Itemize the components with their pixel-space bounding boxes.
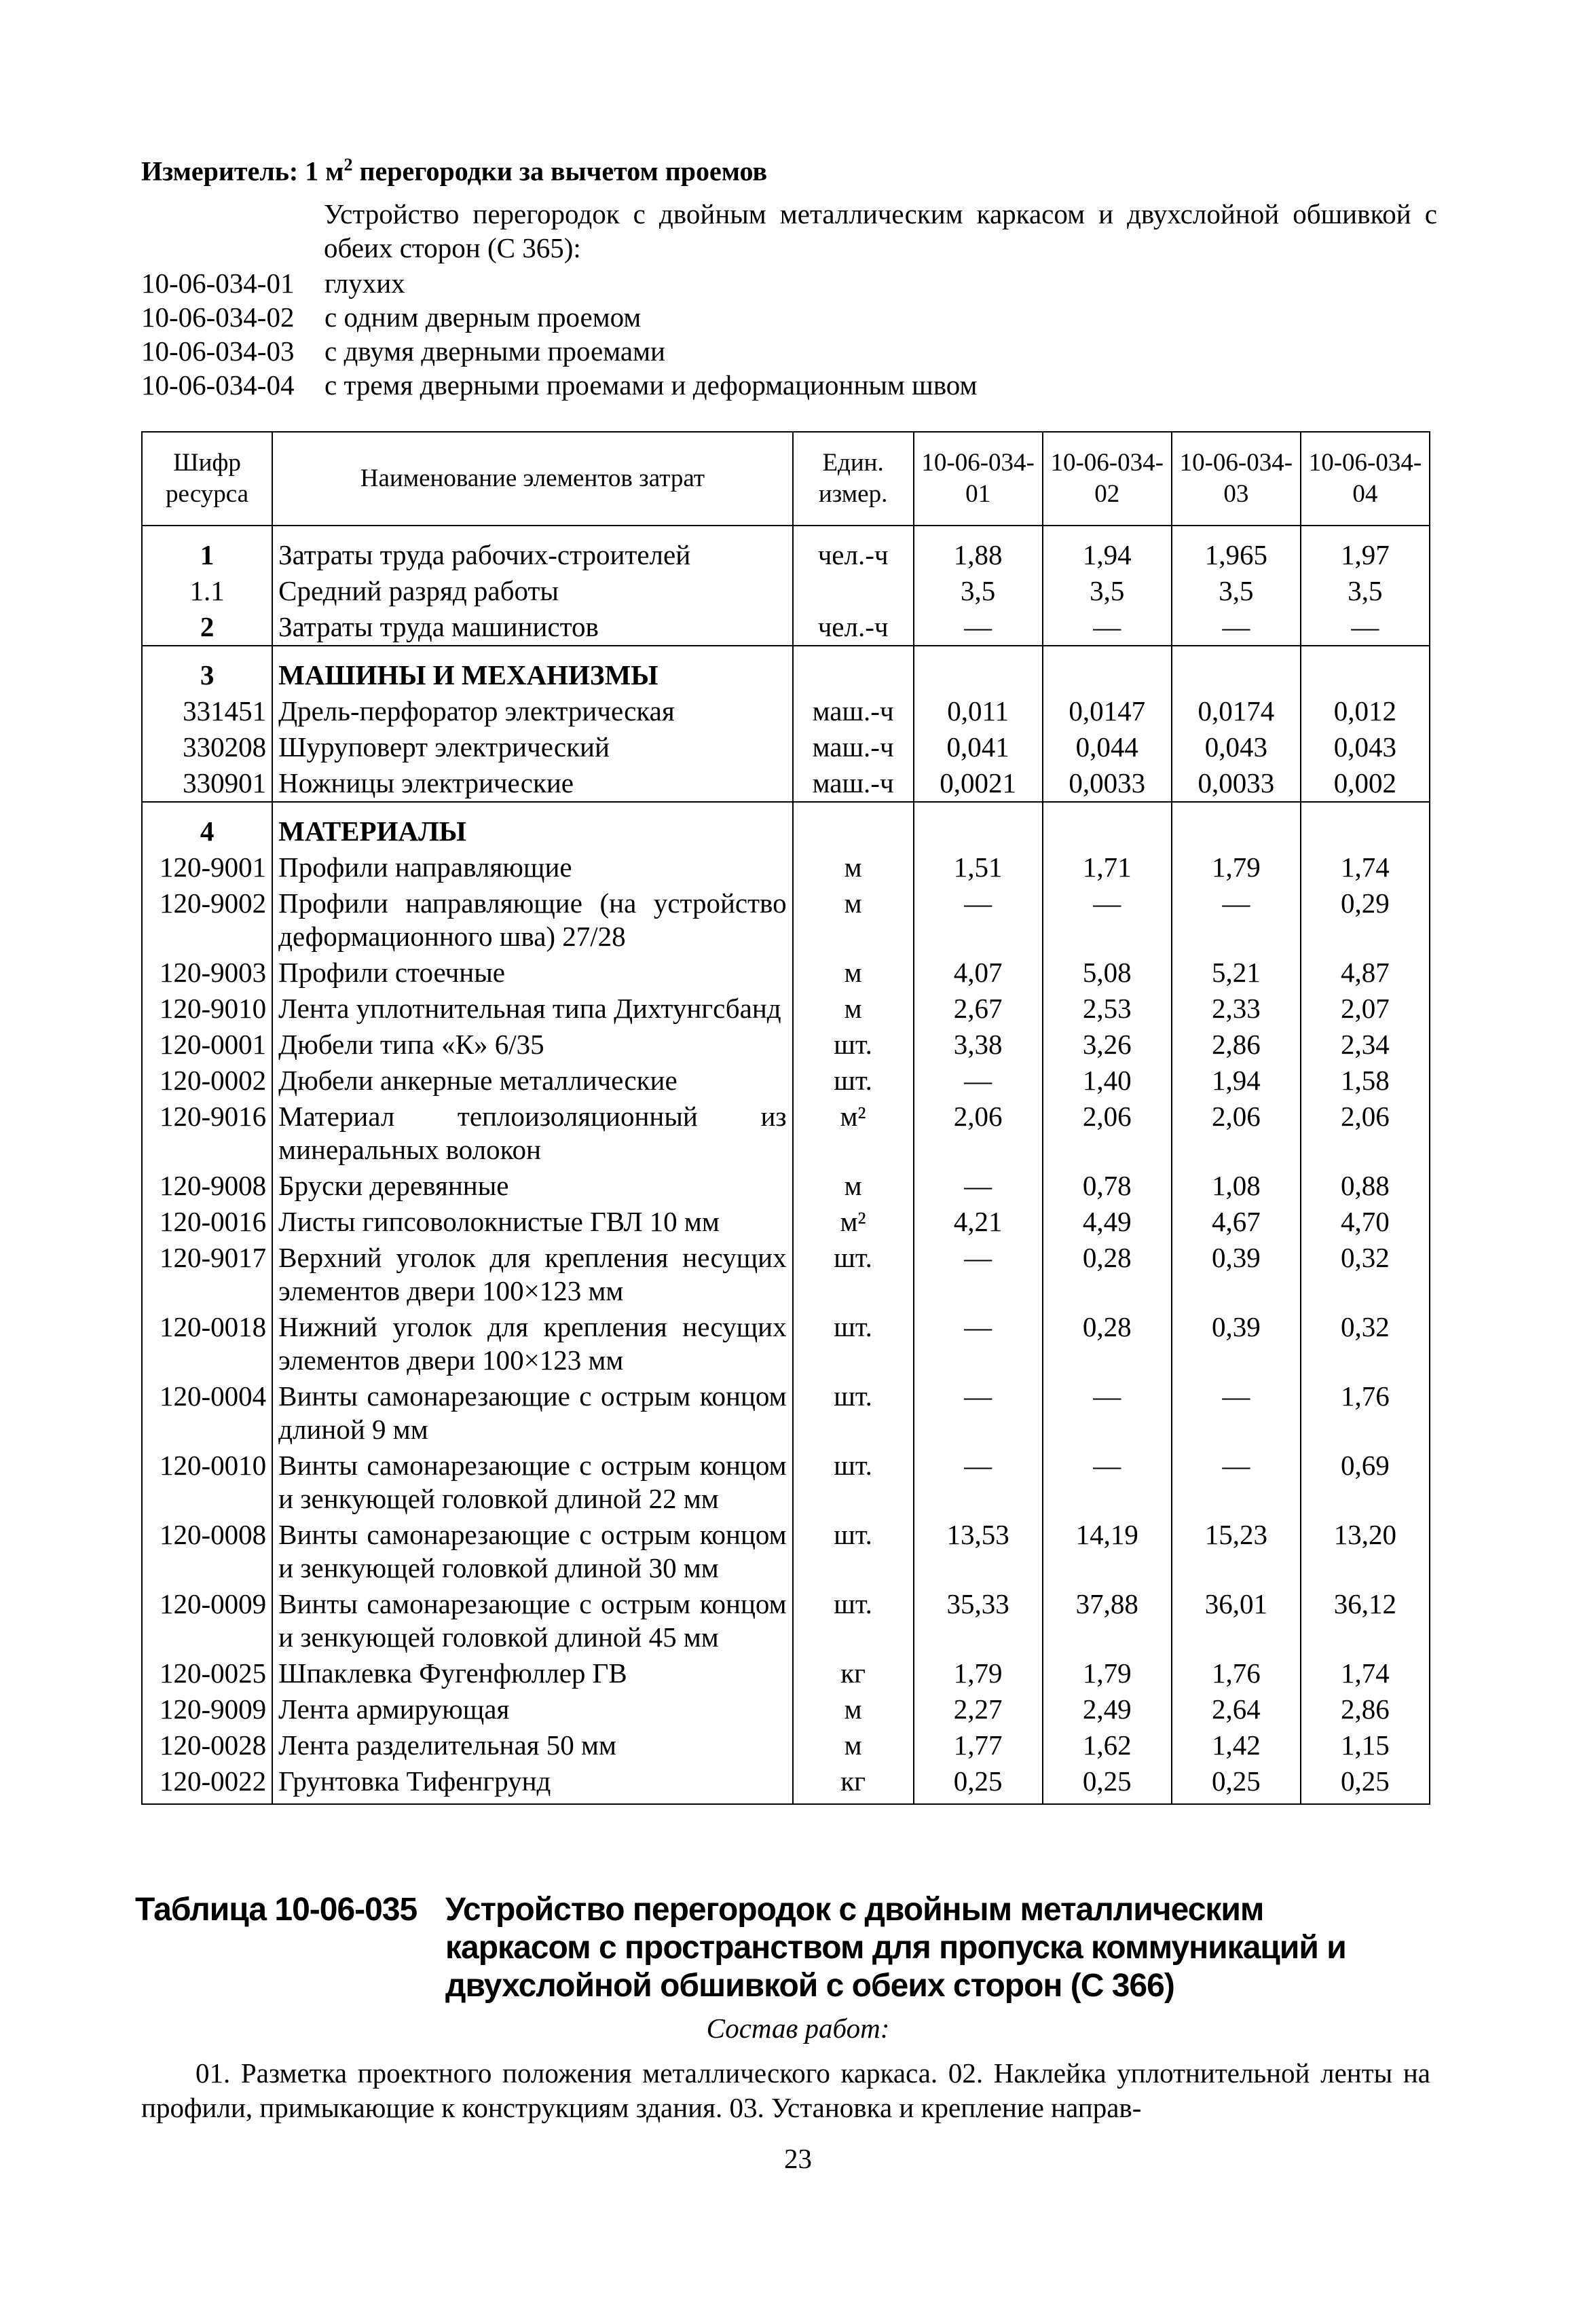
row-unit: шт. [793, 1517, 914, 1586]
row-value: 1,15 [1301, 1727, 1430, 1763]
row-name: Профили направляющие (на устройство деформационного шва) 27/28 [272, 885, 792, 955]
table-row [142, 1655, 1430, 1691]
row-name: Профили направляющие [272, 849, 792, 885]
section-title-row [142, 802, 1430, 849]
row-value: 0,0147 [1043, 693, 1172, 729]
row-value: — [1043, 1378, 1172, 1448]
row-unit: кг [793, 1763, 914, 1804]
table-row [142, 1586, 1430, 1655]
empty-cell [1301, 802, 1430, 849]
row-value: 1,51 [914, 849, 1043, 885]
row-code: 120-9017 [142, 1240, 272, 1309]
row-code: 120-9001 [142, 849, 272, 885]
row-value: 0,25 [1301, 1763, 1430, 1804]
row-value: 3,38 [914, 1027, 1043, 1063]
measure-unit: Измеритель: 1 $м^2$ перегородки за вычетом проемов [141, 155, 768, 187]
row-value: 2,86 [1172, 1027, 1301, 1063]
row-unit: шт. [793, 1448, 914, 1517]
row-value: — [914, 1378, 1043, 1448]
header-c2: 10-06-034-02 [1043, 432, 1172, 526]
row-name: Дрель-перфоратор электрическая [272, 693, 792, 729]
row-name: Материал теплоизоляционный из минеральных волокон [272, 1099, 792, 1168]
row-code: 120-0025 [142, 1655, 272, 1691]
table-row [142, 1099, 1430, 1168]
header-c4: 10-06-034-04 [1301, 432, 1430, 526]
row-unit: шт. [793, 1378, 914, 1448]
row-value: — [1043, 1448, 1172, 1517]
row-value: 0,012 [1301, 693, 1430, 729]
row-code: 120-0016 [142, 1204, 272, 1240]
empty-cell [793, 646, 914, 693]
page-number: 23 [784, 2143, 812, 2174]
row-value: 1,62 [1043, 1727, 1172, 1763]
row-name: Шуруповерт электрический [272, 729, 792, 765]
variant-desc: глухих [324, 268, 405, 299]
row-name: Винты самонарезающие с острым концом и зенкующей головкой длиной 30 мм [272, 1517, 792, 1586]
empty-cell [1172, 646, 1301, 693]
row-value: 0,39 [1172, 1309, 1301, 1378]
row-name: Затраты труда рабочих-строителей [272, 526, 792, 573]
row-value: 0,043 [1301, 729, 1430, 765]
variant-desc: с двумя дверными проемами [324, 335, 665, 367]
row-value: 0,044 [1043, 729, 1172, 765]
table-row [142, 1204, 1430, 1240]
header-name: Наименование элементов затрат [272, 432, 792, 526]
row-value: 36,01 [1172, 1586, 1301, 1655]
row-value: 1,965 [1172, 526, 1301, 573]
row-unit: шт. [793, 1063, 914, 1099]
table-row [142, 1378, 1430, 1448]
row-value: 0,32 [1301, 1309, 1430, 1378]
row-value: — [914, 1448, 1043, 1517]
table-row [142, 1063, 1430, 1099]
row-code: 120-0002 [142, 1063, 272, 1099]
row-code: 120-0028 [142, 1727, 272, 1763]
row-code: 330901 [142, 765, 272, 802]
row-code: 120-0010 [142, 1448, 272, 1517]
row-value: 3,5 [1301, 573, 1430, 609]
row-name: Листы гипсоволокнистые ГВЛ 10 мм [272, 1204, 792, 1240]
materials-section [142, 802, 1430, 1804]
row-value: — [914, 1063, 1043, 1099]
empty-cell [793, 802, 914, 849]
row-name: Грунтовка Тифенгрунд [272, 1763, 792, 1804]
row-value: 4,67 [1172, 1204, 1301, 1240]
row-value: 2,27 [914, 1691, 1043, 1727]
row-unit: маш.-ч [793, 765, 914, 802]
row-value: 2,06 [1172, 1099, 1301, 1168]
row-code: 331451 [142, 693, 272, 729]
table-row [142, 1517, 1430, 1586]
row-value: 1,94 [1043, 526, 1172, 573]
row-value: 0,041 [914, 729, 1043, 765]
row-unit: шт. [793, 1240, 914, 1309]
row-value: 0,0021 [914, 765, 1043, 802]
row-value: 0,0033 [1043, 765, 1172, 802]
next-table-label: Таблица 10-06-035 [135, 1892, 417, 1928]
empty-cell [914, 802, 1043, 849]
row-value: 2,06 [1043, 1099, 1172, 1168]
row-unit: шт. [793, 1027, 914, 1063]
row-code: 120-9009 [142, 1691, 272, 1727]
row-value: 0,28 [1043, 1240, 1172, 1309]
intro-text: Устройство перегородок с двойным металлическим каркасом и двухслойной обшивкой с обеих сторон (С 365): [324, 198, 1437, 263]
row-unit: м [793, 955, 914, 991]
variant-line [141, 368, 977, 402]
row-value: 1,77 [914, 1727, 1043, 1763]
row-value: 2,07 [1301, 991, 1430, 1027]
row-value: 2,64 [1172, 1691, 1301, 1727]
row-value: 1,42 [1172, 1727, 1301, 1763]
row-code: 1.1 [142, 573, 272, 609]
row-value: 1,40 [1043, 1063, 1172, 1099]
variant-desc: с одним дверным проемом [324, 301, 642, 333]
row-value: — [1043, 885, 1172, 955]
row-value: 1,76 [1172, 1655, 1301, 1691]
row-value: — [914, 1168, 1043, 1204]
row-unit: шт. [793, 1309, 914, 1378]
table-row [142, 991, 1430, 1027]
row-code: 120-0022 [142, 1763, 272, 1804]
row-value: 2,53 [1043, 991, 1172, 1027]
variant-line [141, 300, 641, 334]
row-unit [793, 573, 914, 609]
row-code: 1 [142, 526, 272, 573]
works-heading: Состав работ: [706, 2013, 890, 2044]
row-unit: шт. [793, 1586, 914, 1655]
row-value: 0,002 [1301, 765, 1430, 802]
table-row [142, 885, 1430, 955]
row-value: 0,29 [1301, 885, 1430, 955]
row-value: 1,58 [1301, 1063, 1430, 1099]
table-row [142, 765, 1430, 802]
table-row [142, 609, 1430, 646]
row-code: 120-9008 [142, 1168, 272, 1204]
row-name: Затраты труда машинистов [272, 609, 792, 646]
row-value: 1,79 [914, 1655, 1043, 1691]
row-code: 120-0008 [142, 1517, 272, 1586]
header-c3: 10-06-034-03 [1172, 432, 1301, 526]
table-row [142, 955, 1430, 991]
row-code: 120-0009 [142, 1586, 272, 1655]
row-value: 0,25 [1172, 1763, 1301, 1804]
row-code: 120-0001 [142, 1027, 272, 1063]
row-value: — [914, 1309, 1043, 1378]
table-header-row [142, 432, 1430, 526]
row-value: 0,011 [914, 693, 1043, 729]
row-value: 1,94 [1172, 1063, 1301, 1099]
row-code: 120-0004 [142, 1378, 272, 1448]
variant-code: 10-06-034-01 [141, 268, 295, 299]
table-row [142, 526, 1430, 573]
row-name: Верхний уголок для крепления несущих элементов двери 100×123 мм [272, 1240, 792, 1309]
row-value: — [1172, 1448, 1301, 1517]
row-unit: м [793, 1168, 914, 1204]
row-name: Ножницы электрические [272, 765, 792, 802]
table-row [142, 693, 1430, 729]
section-title: МАТЕРИАЛЫ [272, 802, 792, 849]
row-value: 1,74 [1301, 1655, 1430, 1691]
empty-cell [1043, 646, 1172, 693]
row-value: 0,39 [1172, 1240, 1301, 1309]
row-value: 5,08 [1043, 955, 1172, 991]
machines-section [142, 646, 1430, 802]
variant-line [141, 266, 405, 300]
row-value: 3,5 [1043, 573, 1172, 609]
table-row [142, 1727, 1430, 1763]
row-name: Лента армирующая [272, 1691, 792, 1727]
next-table-title: Устройство перегородок с двойным металлическим каркасом с пространством для пропуска коммуникаций и двухслойной обшивкой с обеих сторон (С 366) [445, 1892, 1346, 2004]
row-name: Бруски деревянные [272, 1168, 792, 1204]
row-unit: маш.-ч [793, 693, 914, 729]
row-value: 4,87 [1301, 955, 1430, 991]
row-value: 3,26 [1043, 1027, 1172, 1063]
row-unit: м [793, 885, 914, 955]
row-value: 0,0174 [1172, 693, 1301, 729]
row-name: Винты самонарезающие с острым концом и зенкующей головкой длиной 45 мм [272, 1586, 792, 1655]
row-name: Шпаклевка Фугенфюллер ГВ [272, 1655, 792, 1691]
section-title: МАШИНЫ И МЕХАНИЗМЫ [272, 646, 792, 693]
row-unit: м² [793, 1204, 914, 1240]
row-unit: м [793, 1727, 914, 1763]
row-value: 0,043 [1172, 729, 1301, 765]
row-value: 2,33 [1172, 991, 1301, 1027]
row-name: Средний разряд работы [272, 573, 792, 609]
row-value: 14,19 [1043, 1517, 1172, 1586]
row-code: 2 [142, 609, 272, 646]
row-value: 4,21 [914, 1204, 1043, 1240]
variant-code: 10-06-034-04 [141, 369, 295, 401]
section-code: 4 [142, 802, 272, 849]
table-row [142, 1309, 1430, 1378]
row-value: 1,88 [914, 526, 1043, 573]
row-name: Лента разделительная 50 мм [272, 1727, 792, 1763]
labor-section [142, 526, 1430, 646]
row-name: Нижний уголок для крепления несущих элементов двери 100×123 мм [272, 1309, 792, 1378]
row-name: Винты самонарезающие с острым концом и зенкующей головкой длиной 22 мм [272, 1448, 792, 1517]
row-value: 2,06 [1301, 1099, 1430, 1168]
table-row [142, 573, 1430, 609]
row-value: 1,79 [1172, 849, 1301, 885]
header-unit: Един. измер. [793, 432, 914, 526]
row-value: 0,25 [914, 1763, 1043, 1804]
row-code: 120-0018 [142, 1309, 272, 1378]
row-value: — [1301, 609, 1430, 646]
row-code: 120-9016 [142, 1099, 272, 1168]
table-row [142, 849, 1430, 885]
row-value: 37,88 [1043, 1586, 1172, 1655]
row-value: 1,76 [1301, 1378, 1430, 1448]
row-code: 120-9010 [142, 991, 272, 1027]
table-row [142, 1168, 1430, 1204]
row-name: Дюбели анкерные металлические [272, 1063, 792, 1099]
row-unit: чел.-ч [793, 526, 914, 573]
row-unit: м [793, 849, 914, 885]
empty-cell [1301, 646, 1430, 693]
table-row [142, 1691, 1430, 1727]
row-code: 120-9003 [142, 955, 272, 991]
row-value: — [1172, 885, 1301, 955]
row-value: 3,5 [914, 573, 1043, 609]
empty-cell [1043, 802, 1172, 849]
row-unit: маш.-ч [793, 729, 914, 765]
row-value: 5,21 [1172, 955, 1301, 991]
row-value: 0,69 [1301, 1448, 1430, 1517]
row-code: 120-9002 [142, 885, 272, 955]
row-value: — [914, 885, 1043, 955]
variant-code: 10-06-034-03 [141, 335, 295, 367]
row-value: 0,78 [1043, 1168, 1172, 1204]
table-row [142, 729, 1430, 765]
row-value: 0,88 [1301, 1168, 1430, 1204]
row-value: 4,70 [1301, 1204, 1430, 1240]
works-text: 01. Разметка проектного положения металлического каркаса. 02. Наклейка уплотнительной ленты на профили, примыкающие к конструкциям здания. 03. Установка и крепление направ- [141, 2057, 1430, 2123]
row-value: 35,33 [914, 1586, 1043, 1655]
row-value: 13,20 [1301, 1517, 1430, 1586]
section-code: 3 [142, 646, 272, 693]
row-value: 36,12 [1301, 1586, 1430, 1655]
row-value: — [1043, 609, 1172, 646]
row-name: Профили стоечные [272, 955, 792, 991]
row-value: 1,74 [1301, 849, 1430, 885]
row-value: — [914, 1240, 1043, 1309]
row-unit: чел.-ч [793, 609, 914, 646]
row-name: Дюбели типа «К» 6/35 [272, 1027, 792, 1063]
row-value: 2,06 [914, 1099, 1043, 1168]
row-value: — [1172, 1378, 1301, 1448]
row-value: 2,86 [1301, 1691, 1430, 1727]
row-value: 1,79 [1043, 1655, 1172, 1691]
row-value: 1,08 [1172, 1168, 1301, 1204]
table-row [142, 1448, 1430, 1517]
row-value: 0,32 [1301, 1240, 1430, 1309]
row-value: 4,49 [1043, 1204, 1172, 1240]
table-row [142, 1027, 1430, 1063]
row-value: 1,97 [1301, 526, 1430, 573]
row-value: 15,23 [1172, 1517, 1301, 1586]
section-title-row [142, 646, 1430, 693]
row-name: Винты самонарезающие с острым концом длиной 9 мм [272, 1378, 792, 1448]
resource-table [141, 431, 1430, 1805]
header-code: Шифр ресурса [142, 432, 272, 526]
table-row [142, 1763, 1430, 1804]
variant-code: 10-06-034-02 [141, 301, 295, 333]
row-value: 0,25 [1043, 1763, 1172, 1804]
row-unit: м [793, 1691, 914, 1727]
row-value: 1,71 [1043, 849, 1172, 885]
table-row [142, 1240, 1430, 1309]
row-value: 2,67 [914, 991, 1043, 1027]
row-value: — [914, 609, 1043, 646]
row-value: — [1172, 609, 1301, 646]
row-unit: кг [793, 1655, 914, 1691]
variant-line [141, 334, 665, 368]
row-code: 330208 [142, 729, 272, 765]
empty-cell [1172, 802, 1301, 849]
row-value: 0,0033 [1172, 765, 1301, 802]
row-value: 3,5 [1172, 573, 1301, 609]
row-name: Лента уплотнительная типа Дихтунгсбанд [272, 991, 792, 1027]
variant-desc: с тремя дверными проемами и деформационным швом [324, 369, 978, 401]
row-unit: м² [793, 1099, 914, 1168]
row-value: 2,49 [1043, 1691, 1172, 1727]
row-value: 2,34 [1301, 1027, 1430, 1063]
row-value: 13,53 [914, 1517, 1043, 1586]
empty-cell [914, 646, 1043, 693]
header-c1: 10-06-034-01 [914, 432, 1043, 526]
row-value: 0,28 [1043, 1309, 1172, 1378]
row-unit: м [793, 991, 914, 1027]
row-value: 4,07 [914, 955, 1043, 991]
